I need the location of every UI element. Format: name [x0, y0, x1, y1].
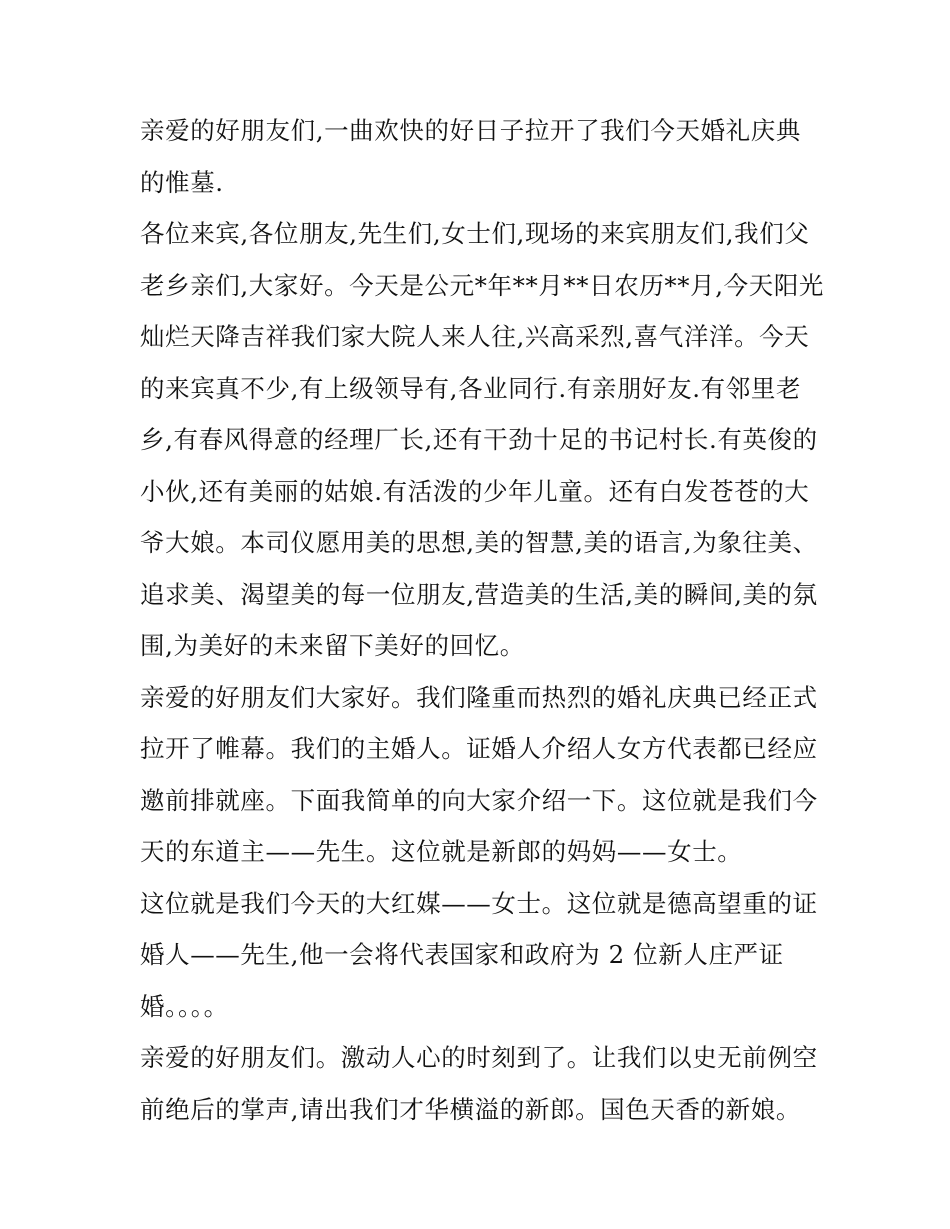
- paragraph-introductions: [140, 672, 820, 878]
- text-line: 亲爱的好朋友们。激动人心的时刻到了。让我们以史无前例空: [140, 1043, 818, 1072]
- text-line: 这位就是我们今天的大红媒——女士。这位就是德高望重的证: [140, 888, 818, 918]
- text-line: 追求美、渴望美的每一位朋友,营造美的生活,美的瞬间,美的氛: [140, 579, 818, 609]
- text-line: 小伙,还有美丽的姑娘.有活泼的少年儿童。还有白发苍苍的大: [140, 476, 810, 506]
- text-line: 的来宾真不少,有上级领导有,各业同行.有亲朋好友.有邻里老: [140, 373, 802, 403]
- text-line: 邀前排就座。下面我简单的向大家介绍一下。这位就是我们今: [140, 785, 818, 815]
- text-line: 亲爱的好朋友们大家好。我们隆重而热烈的婚礼庆典已经正式: [140, 682, 818, 712]
- paragraph-opening: [140, 105, 820, 208]
- text-line: 的惟墓.: [140, 167, 224, 197]
- text-line: 拉开了帷幕。我们的主婚人。证婚人介绍人女方代表都已经应: [140, 734, 818, 763]
- text-line: 围,为美好的未来留下美好的回忆。: [140, 631, 525, 660]
- text-line: 乡,有春风得意的经理厂长,还有干劲十足的书记村长.有英俊的: [140, 425, 818, 454]
- text-line: 天的东道主——先生。这位就是新郎的妈妈——女士。: [140, 837, 743, 866]
- text-line: 爷大娘。本司仪愿用美的思想,美的智慧,美的语言,为象往美、: [140, 528, 818, 557]
- paragraph-couple-entrance: [140, 1032, 820, 1135]
- text-line: 亲爱的好朋友们,一曲欢快的好日子拉开了我们今天婚礼庆典: [140, 116, 801, 145]
- text-line: 灿烂天降吉祥我们家大院人来人往,兴高采烈,喜气洋洋。今天: [140, 322, 810, 351]
- text-line: 前绝后的掌声,请出我们才华横溢的新郎。国色天香的新娘。: [140, 1094, 801, 1124]
- text-line: 婚人——先生,他一会将代表国家和政府为 2 位新人庄严证: [140, 940, 784, 969]
- document-body: [140, 105, 825, 1135]
- text-line: 老乡亲们,大家好。今天是公元*年**月**日农历**月,今天阳光: [140, 270, 825, 300]
- text-line: 婚。。。。: [140, 991, 229, 1021]
- paragraph-welcome: [140, 208, 825, 672]
- paragraph-matchmaker: [140, 878, 820, 1033]
- text-line: 各位来宾,各位朋友,先生们,女士们,现场的来宾朋友们,我们父: [140, 219, 810, 248]
